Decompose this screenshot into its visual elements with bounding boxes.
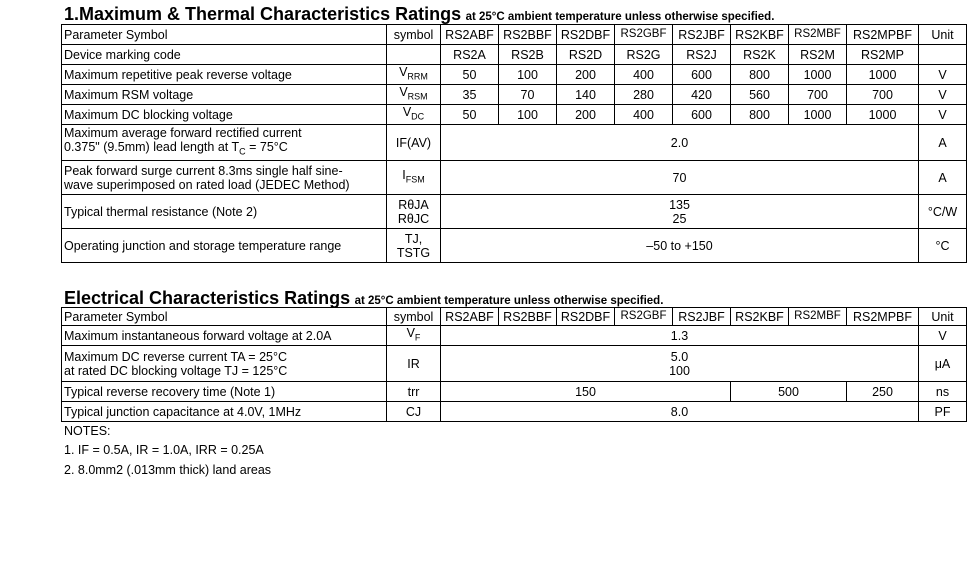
value-cell: 200 — [557, 105, 615, 125]
row-unit: V — [919, 65, 967, 85]
value-cell: 1000 — [789, 105, 847, 125]
electrical-section-title: Electrical Characteristics Ratings — [64, 288, 351, 308]
marking-code: RS2MP — [847, 45, 919, 65]
value-cell: 600 — [673, 65, 731, 85]
table-row — [62, 402, 967, 422]
value-cell: 1.3 — [441, 326, 919, 346]
marking-code: RS2M — [789, 45, 847, 65]
row-label: Typical reverse recovery time (Note 1) — [62, 382, 387, 402]
thermal-ratings-table — [61, 24, 967, 263]
row-symbol: IR — [387, 346, 441, 382]
row-unit: V — [919, 105, 967, 125]
table-row — [62, 125, 967, 161]
row-label: Maximum RSM voltage — [62, 85, 387, 105]
notes-title: NOTES: — [64, 424, 111, 438]
row-unit: μA — [919, 346, 967, 382]
header-symbol: symbol — [387, 25, 441, 45]
table-row — [62, 195, 967, 229]
value-cell: 1000 — [847, 65, 919, 85]
value-cell: 500 — [731, 382, 847, 402]
header-part: RS2BBF — [499, 308, 557, 326]
row-unit: ns — [919, 382, 967, 402]
table-row — [62, 45, 967, 65]
value-cell: 1000 — [847, 105, 919, 125]
table-row — [62, 161, 967, 195]
table-row — [62, 65, 967, 85]
header-part: RS2MPBF — [847, 308, 919, 326]
header-part: RS2MPBF — [847, 25, 919, 45]
table-row — [62, 326, 967, 346]
value-cell: 200 — [557, 65, 615, 85]
value-cell: 800 — [731, 65, 789, 85]
row-symbol — [387, 45, 441, 65]
table-row — [62, 105, 967, 125]
value-cell: 135 25 — [441, 195, 919, 229]
value-cell: 800 — [731, 105, 789, 125]
row-label: Maximum average forward rectified current 0.375" (9.5mm) lead length at $T_C = 75^\circ C$ — [62, 125, 387, 161]
marking-code: RS2K — [731, 45, 789, 65]
value-cell: –50 to +150 — [441, 229, 919, 263]
value-cell: 400 — [615, 105, 673, 125]
header-part: RS2JBF — [673, 308, 731, 326]
thermal-section-subtitle: at 25°C ambient temperature unless otherwise specified. — [465, 11, 775, 23]
header-unit: Unit — [919, 25, 967, 45]
electrical-ratings-table — [61, 307, 967, 422]
value-cell: 50 — [441, 65, 499, 85]
value-cell: 400 — [615, 65, 673, 85]
value-cell: 1000 — [789, 65, 847, 85]
marking-code: RS2G — [615, 45, 673, 65]
marking-code: RS2D — [557, 45, 615, 65]
row-symbol: IF(AV) — [387, 125, 441, 161]
header-part: RS2BBF — [499, 25, 557, 45]
row-label: Maximum repetitive peak reverse voltage — [62, 65, 387, 85]
value-cell: 600 — [673, 105, 731, 125]
row-symbol: $V_F$ — [387, 326, 441, 346]
electrical-section-heading — [64, 288, 663, 309]
row-symbol: $V_{RRM}$ — [387, 65, 441, 85]
electrical-section-subtitle: at 25°C ambient temperature unless otherwise specified. — [354, 295, 664, 307]
header-part: RS2KBF — [731, 25, 789, 45]
header-parameter: Parameter Symbol — [62, 308, 387, 326]
value-cell: 70 — [499, 85, 557, 105]
note-item: 1. IF = 0.5A, IR = 1.0A, IRR = 0.25A — [64, 443, 264, 457]
row-symbol: trr — [387, 382, 441, 402]
value-cell: 150 — [441, 382, 731, 402]
marking-code: RS2J — [673, 45, 731, 65]
value-cell: 560 — [731, 85, 789, 105]
row-unit: A — [919, 161, 967, 195]
header-symbol: symbol — [387, 308, 441, 326]
value-cell: 700 — [789, 85, 847, 105]
row-unit: °C/W — [919, 195, 967, 229]
row-symbol: CJ — [387, 402, 441, 422]
header-part: RS2ABF — [441, 308, 499, 326]
value-cell: 420 — [673, 85, 731, 105]
table-row — [62, 346, 967, 382]
row-unit: V — [919, 85, 967, 105]
table-header-row — [62, 25, 967, 45]
thermal-section-title: 1.Maximum & Thermal Characteristics Ratings — [64, 4, 462, 24]
row-unit: PF — [919, 402, 967, 422]
marking-code: RS2B — [499, 45, 557, 65]
header-part: RS2GBF — [615, 25, 673, 45]
row-symbol: RθJA RθJC — [387, 195, 441, 229]
table-header-row — [62, 308, 967, 326]
row-label: Maximum instantaneous forward voltage at 2.0A — [62, 326, 387, 346]
value-cell: 100 — [499, 105, 557, 125]
header-parameter: Parameter Symbol — [62, 25, 387, 45]
thermal-section-heading — [64, 4, 774, 25]
row-label: Maximum DC blocking voltage — [62, 105, 387, 125]
header-part: RS2MBF — [789, 308, 847, 326]
value-cell: 70 — [441, 161, 919, 195]
row-unit — [919, 45, 967, 65]
row-label: Device marking code — [62, 45, 387, 65]
marking-code: RS2A — [441, 45, 499, 65]
row-label: Typical thermal resistance (Note 2) — [62, 195, 387, 229]
value-cell: 35 — [441, 85, 499, 105]
row-symbol: $V_{RSM}$ — [387, 85, 441, 105]
note-item: 2. 8.0mm2 (.013mm thick) land areas — [64, 463, 272, 477]
header-part: RS2DBF — [557, 25, 615, 45]
row-label: Peak forward surge current 8.3ms single half sine- wave superimposed on rated load (JEDEC Method) — [62, 161, 387, 195]
value-cell: 280 — [615, 85, 673, 105]
header-part: RS2MBF — [789, 25, 847, 45]
header-part: RS2ABF — [441, 25, 499, 45]
row-unit: V — [919, 326, 967, 346]
row-unit: A — [919, 125, 967, 161]
value-cell: 8.0 — [441, 402, 919, 422]
value-cell: 700 — [847, 85, 919, 105]
header-part: RS2DBF — [557, 308, 615, 326]
value-cell: 250 — [847, 382, 919, 402]
header-part: RS2GBF — [615, 308, 673, 326]
header-unit: Unit — [919, 308, 967, 326]
row-symbol: $I_{FSM}$ — [387, 161, 441, 195]
value-cell: 50 — [441, 105, 499, 125]
header-part: RS2JBF — [673, 25, 731, 45]
table-row — [62, 382, 967, 402]
table-row — [62, 85, 967, 105]
row-symbol: TJ, TSTG — [387, 229, 441, 263]
row-label: Typical junction capacitance at 4.0V, 1MHz — [62, 402, 387, 422]
value-cell: 2.0 — [441, 125, 919, 161]
header-part: RS2KBF — [731, 308, 789, 326]
value-cell: 140 — [557, 85, 615, 105]
value-cell: 5.0 100 — [441, 346, 919, 382]
row-unit: °C — [919, 229, 967, 263]
row-label: Operating junction and storage temperature range — [62, 229, 387, 263]
row-symbol: $V_{DC}$ — [387, 105, 441, 125]
value-cell: 100 — [499, 65, 557, 85]
table-row — [62, 229, 967, 263]
row-label: Maximum DC reverse current TA = 25°C at rated DC blocking voltage TJ = 125°C — [62, 346, 387, 382]
